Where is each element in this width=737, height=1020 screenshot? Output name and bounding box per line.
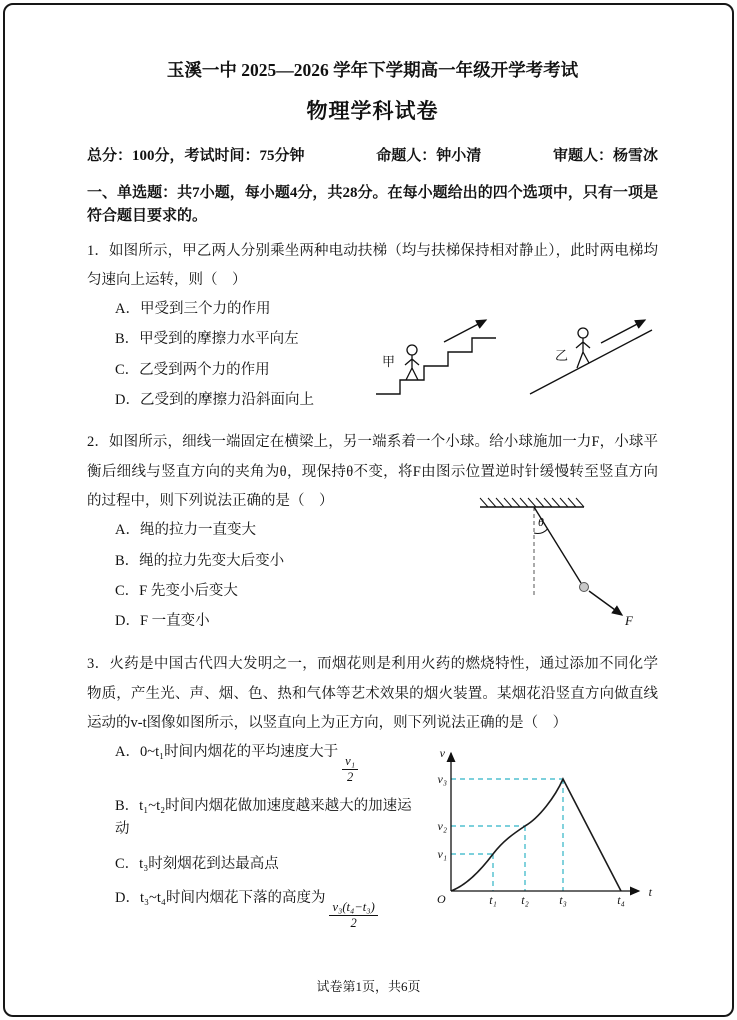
question-2-options (87, 517, 452, 641)
question-3-options (87, 739, 419, 941)
ceiling-hatching (480, 498, 584, 507)
label-yi: 乙 (555, 347, 569, 363)
angle-arc (534, 529, 548, 534)
question-3-stem: 3．火药是中国古代四大发明之一，而烟花则是利用火药的燃烧特性，通过添加不同化学物质，产生光、声、烟、色、热和气体等艺术效果的烟火装置。某烟花沿竖直方向做直线运动的v-t图像如图所示，以竖直向上为正方向，则下列说法正确的是（ ） (87, 656, 658, 732)
option-d-fraction: $\frac{\text{v₃(t₄−t₃)}}{2}$ (329, 900, 377, 930)
question-3-option-d (115, 887, 419, 930)
person-head (578, 328, 588, 338)
up-arrow-left (444, 320, 486, 342)
question-3-option-c: C．t₃时刻烟花到达最高点 (115, 855, 279, 872)
vt-graph-svg (419, 739, 654, 907)
question-1-figure (358, 300, 658, 407)
force-f-label: F (625, 613, 633, 629)
label-jia: 甲 (382, 353, 396, 369)
ball (580, 583, 589, 592)
option-a-text: A．0~t₁时间内烟花的平均速度大于 (115, 744, 339, 761)
pendulum-figure-svg (452, 485, 652, 637)
exam-title: 玉溪一中 2025—2026 学年下学期高一年级开学考考试 (166, 60, 579, 80)
person-head (407, 345, 417, 355)
section-heading: 一、单选题：共7小题，每小题4分，共28分。在每小题给出的四个选项中，只有一项是符合题目要求的。 (87, 185, 658, 225)
exam-subtitle: 物理学科试卷 (306, 99, 439, 123)
force-arrow (589, 591, 622, 615)
stick-figure-yi (576, 328, 590, 368)
question-2-option-d: D．F 一直变小 (115, 613, 210, 630)
option-a-fraction: $\frac{\text{v₁}}{2}$ (342, 754, 358, 784)
ceiling-beam (480, 498, 584, 507)
person-body (405, 355, 419, 380)
stick-figure-jia (405, 345, 419, 380)
question-1-options (87, 296, 358, 420)
incline-line (530, 330, 652, 394)
t4-tick-label: t₄ (617, 893, 625, 908)
question-3-option-a (115, 741, 419, 784)
meta-total-time: 总分：100分，考试时间：75分钟 (87, 148, 305, 164)
question-3-figure (419, 739, 654, 912)
exam-meta-row (87, 144, 658, 165)
t3-tick-label: t₃ (559, 893, 567, 908)
t1-tick-label: t₁ (489, 893, 497, 908)
up-arrow-right (601, 320, 645, 343)
question-1-option-c: C．乙受到两个力的作用 (115, 361, 270, 378)
question-3 (87, 650, 658, 941)
ramp-escalator (530, 320, 652, 394)
question-3-option-b: B．t₁~t₂时间内烟花做加速度越来越大的加速运动 (115, 797, 412, 838)
exam-sheet (3, 3, 734, 1017)
guide-v3-t3 (451, 779, 563, 891)
origin-label: O (437, 892, 446, 907)
meta-setter: 命题人：钟小清 (376, 148, 482, 164)
dashed-guide-lines (451, 779, 563, 891)
question-2 (87, 428, 658, 642)
question-2-option-a: A．绳的拉力一直变大 (115, 522, 256, 539)
question-2-figure (452, 485, 652, 642)
question-1 (87, 237, 658, 420)
t2-tick-label: t₂ (521, 893, 529, 908)
t-axis-label: t (648, 885, 652, 900)
question-1-option-d: D．乙受到的摩擦力沿斜面向上 (115, 392, 314, 409)
guide-v1-t1 (451, 854, 493, 891)
page-footer: 试卷第1页，共6页 (316, 979, 421, 994)
v2-tick-label: v₂ (437, 819, 447, 834)
escalator-figure-svg (358, 300, 658, 402)
v1-tick-label: v₁ (437, 847, 447, 862)
angle-theta-label: θ (538, 515, 544, 530)
question-1-option-b: B．甲受到的摩擦力水平向左 (115, 331, 299, 348)
option-d-text: D．t₃~t₄时间内烟花下落的高度为 (115, 890, 326, 907)
question-1-option-a: A．甲受到三个力的作用 (115, 300, 271, 317)
question-1-stem: 1．如图所示，甲乙两人分别乘坐两种电动扶梯（均与扶梯保持相对静止），此时两电梯均匀速向上运转，则（ ） (87, 242, 658, 289)
question-2-option-b: B．绳的拉力先变大后变小 (115, 552, 285, 569)
v3-tick-label: v₃ (437, 772, 447, 787)
question-2-option-c: C．F 先变小后变大 (115, 583, 238, 599)
question-2-stem: 2．如图所示，细线一端固定在横梁上，另一端系着一个小球。给小球施加一力F，小球平衡后细线与竖直方向的夹角为θ，现保持θ不变，将F由图示位置逆时针缓慢转至竖直方向的过程中，则下列说法正确的是（ ） (87, 433, 658, 510)
velocity-curve (451, 779, 621, 891)
v-axis-label: v (439, 746, 445, 761)
guide-v2-t2 (451, 826, 525, 891)
meta-reviewer: 审题人：杨雪冰 (552, 148, 658, 164)
